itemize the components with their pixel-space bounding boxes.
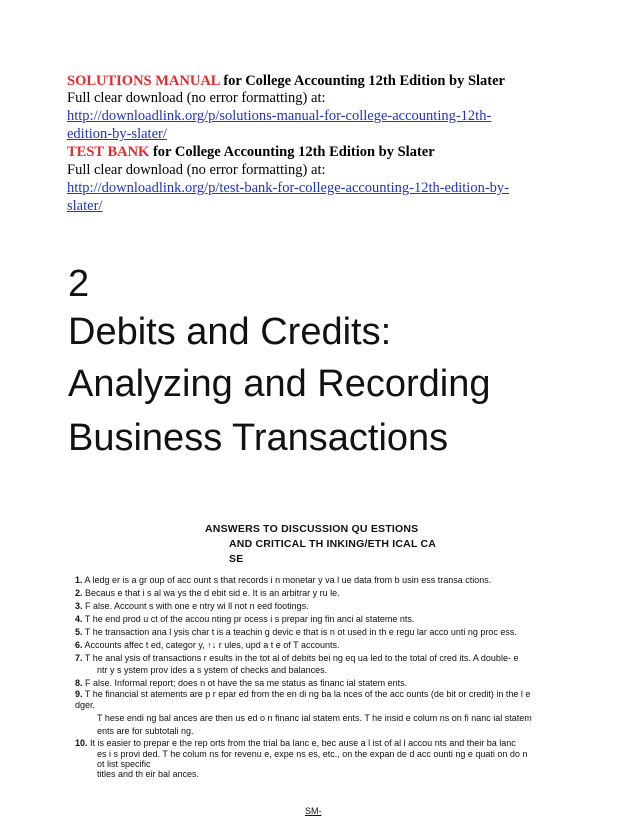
page-footer: SM- [305, 806, 322, 816]
solutions-manual-line [67, 73, 567, 91]
test-bank-link-line-1 [67, 180, 567, 198]
solutions-link-line-2 [67, 126, 567, 144]
section-heading-line-3: SE [229, 553, 244, 565]
answer-item: 5. T he transaction ana l ysis char t is a teachin g devic e that is n ot used in th e regu lar acco unti ng proc ess. [75, 627, 517, 637]
answer-item-cont: es i s provi ded. T he colum ns for revenu e, expe ns es, etc., on the expan de d acc ounti ng e quati on do n [97, 749, 528, 759]
answer-item-cont: ot list specific [97, 759, 151, 769]
download-note-1: Full clear download (no error formatting) at: [67, 90, 326, 106]
solutions-manual-label: SOLUTIONS MANUAL [67, 73, 220, 89]
solutions-manual-title: for College Accounting 12th Edition by Slater [219, 73, 505, 89]
section-heading-line-1: ANSWERS TO DISCUSSION QU ESTIONS [205, 523, 419, 535]
answer-item: 4. T he end prod u ct of the accou nting pr ocess i s prepar ing fin anci al stateme nts. [75, 614, 415, 624]
answer-item: 2. Becaus e that i s al wa ys the d ebit sid e. It is an arbitrar y ru le. [75, 588, 340, 598]
test-bank-label: TEST BANK [67, 144, 150, 160]
answer-item: 1. A ledg er is a gr oup of acc ount s that records i n monetar y va l ue data from b usin ess transa ctions. [75, 575, 492, 585]
test-bank-link-line-2 [67, 198, 567, 216]
answer-item: 3. F alse. Account s with one e ntry wi ll not n eed footings. [75, 601, 309, 611]
section-heading-line-2: AND CRITICAL TH INKING/ETH ICAL CA [229, 538, 437, 550]
download-note-2: Full clear download (no error formatting) at: [67, 162, 326, 178]
test-bank-title: for College Accounting 12th Edition by Slater [149, 144, 435, 160]
answer-item: 7. T he anal ysis of transactions r esults in the tot al of debits bei ng eq ua led to the total of cred its. A double- e [75, 653, 519, 663]
test-bank-link-cont[interactable]: slater/ [67, 198, 103, 214]
test-bank-link[interactable]: http://downloadlink.org/p/test-bank-for-college-accounting-12th-edition-by- [67, 180, 509, 196]
chapter-title-line-3: Business Transactions [68, 417, 449, 459]
chapter-title-line-2: Analyzing and Recording [68, 363, 491, 405]
solutions-manual-link[interactable]: http://downloadlink.org/p/solutions-manual-for-college-accounting-12th- [67, 108, 492, 124]
answer-item-cont: ents are for subtotali ng. [97, 726, 194, 736]
answer-item: 8. F alse. Informal report; does n ot have the sa me status as financ ial statem ents. [75, 678, 408, 688]
answer-item-cont: T hese endi ng bal ances are then us ed o n financ ial statem ents. T he insid e colum ns on fi nanc ial statem [97, 713, 532, 723]
answer-item-cont: titles and th eir bal ances. [97, 769, 200, 779]
chapter-title-line-1: Debits and Credits: [68, 311, 392, 353]
chapter-number: 2 [68, 263, 90, 305]
answer-item-cont: ntr y s ystem prov ides a s ystem of checks and balances. [97, 665, 328, 675]
solutions-manual-link-cont[interactable]: edition-by-slater/ [67, 126, 167, 142]
answer-item-cont: dger. [75, 700, 96, 710]
test-bank-line [67, 144, 567, 162]
answer-item: 10. It is easier to prepar e the rep orts from the trial ba lanc e, bec ause a l ist of al l accou nts and their ba lanc [75, 738, 516, 748]
answer-item: 6. Accounts affec t ed, categor y, ↑↓ r ules, upd a t e of T accounts. [75, 640, 340, 650]
solutions-link-line-1 [67, 108, 567, 126]
answer-item: 9. T he financial st atements are p r epar ed from the en di ng ba la nces of the acc ounts (de bit or credit) in the l e [75, 689, 531, 699]
